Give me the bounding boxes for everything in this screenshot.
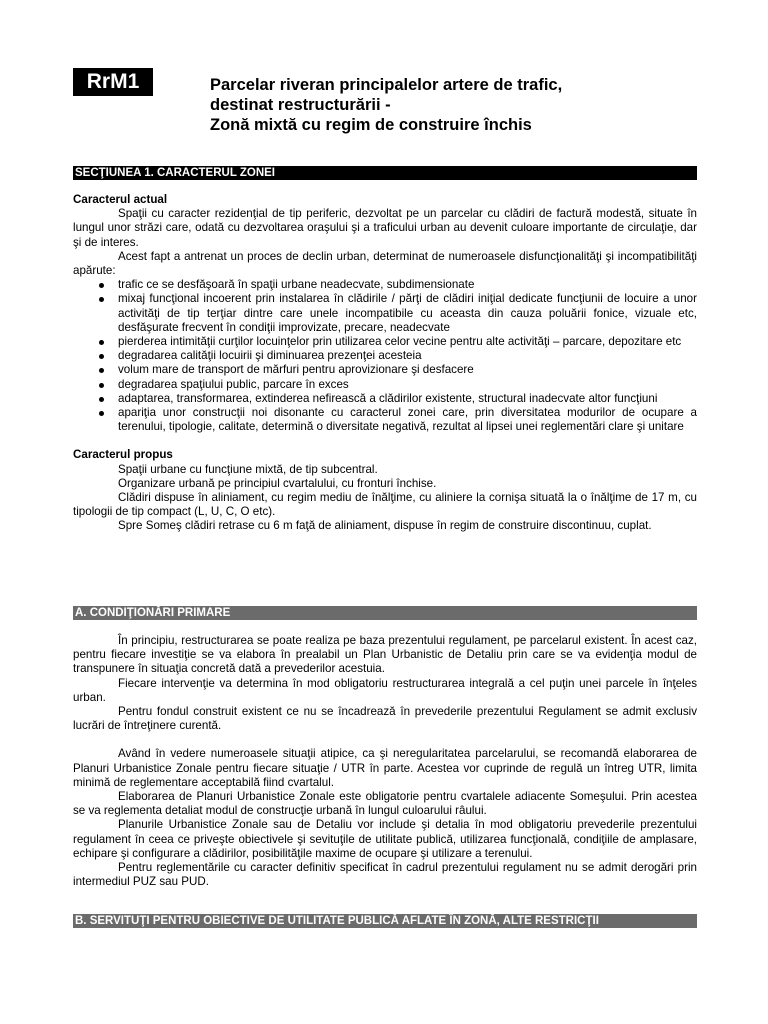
bullet-icon	[99, 340, 104, 345]
list-item	[73, 278, 697, 292]
paragraph: Spre Someş clădiri retrase cu 6 m faţă de aliniament, dispuse în regim de construire discontinuu, cuplat.	[118, 519, 652, 533]
list-item	[73, 335, 697, 349]
issues-list	[73, 278, 697, 434]
paragraph: Având în vedere numeroasele situaţii atipice, ca şi neregularitatea parcelarului, se recomandă elaborarea de Planuri Urbanistice Zonale pentru fiecare situaţie / UTR în parte. Acestea vor cuprinde de regulă un întreg UTR, limita minimă de reglementare acceptabilă fiind cvartalul.	[73, 747, 697, 789]
subheading-proposed: Caracterul propus	[73, 448, 173, 462]
section-heading-a: A. CONDIŢIONĂRI PRIMARE	[73, 606, 697, 620]
bullet-icon	[99, 383, 104, 388]
list-item-text: trafic ce se desfăşoară în spaţii urbane neadecvate, subdimensionate	[118, 278, 475, 292]
bullet-icon	[99, 354, 104, 359]
title-line: Zonă mixtă cu regim de construire închis	[210, 116, 532, 134]
list-item-text: apariţia unor construcţii noi disonante cu caracterul zonei care, prin diversitatea modurilor de ocupare a terenului, tipologie, calitate, determină o diversitate negativă, rezultat al lipsei unei reglementări clare şi unitare	[118, 406, 697, 434]
list-item-text: mixaj funcţional incoerent prin instalarea în clădirile / părţi de clădiri iniţial dedicate funcţiunii de locuire a unor activităţi de tip terţiar dintre care unele incompatibile cu aceasta din cauza poluării fonice, vizuale etc, desfăşurate frecvent în condiţii improvizate, precare, neadecvate	[118, 292, 697, 334]
paragraph: Spaţii cu caracter rezidenţial de tip periferic, dezvoltat pe un parcelar cu clădiri de factură modestă, situate în lungul unor străzi care, odată cu dezvoltarea oraşului şi a traficului urban au devenit culoare importante de circulaţie, dar şi de interes.	[73, 207, 697, 249]
paragraph: Pentru reglementările cu caracter definitiv specificat în cadrul prezentului regulament nu se admit derogări prin intermediul PUZ sau PUD.	[73, 861, 697, 889]
bullet-icon	[99, 368, 104, 373]
paragraph: Clădiri dispuse în aliniament, cu regim mediu de înălţime, cu aliniere la cornişa situată la o înălţime de 17 m, cu tipologii de tip compact (L, U, C, O etc).	[73, 491, 697, 519]
list-item	[73, 363, 697, 377]
list-item-text: volum mare de transport de mărfuri pentru aprovizionare şi desfacere	[118, 363, 474, 377]
paragraph: Elaborarea de Planuri Urbanistice Zonale este obligatorie pentru cvartalele adiacente Someşului. Prin acestea se va reglementa detaliat modul de construcţie urbană în lungul culoarului râului.	[73, 790, 697, 818]
zone-code-badge: RrM1	[73, 68, 153, 96]
section1-content	[73, 193, 697, 534]
paragraph: În principiu, restructurarea se poate realiza pe baza prezentului regulament, pe parcelarul existent. În acest caz, pentru fiecare investiţie se va elabora în prealabil un Plan Urbanistic de Detaliu prin care se va evidenţia modul de transpunere în situaţia concretă dată a prevederilor acestuia.	[73, 634, 697, 676]
list-item	[73, 392, 697, 406]
paragraph: Acest fapt a antrenat un proces de declin urban, determinat de numeroasele disfuncţionalităţi şi incompatibilităţi apărute:	[73, 249, 697, 278]
page-title	[210, 75, 710, 135]
title-line: Parcelar riveran principalelor artere de trafic,	[210, 76, 563, 94]
list-item	[73, 292, 697, 335]
paragraph: Organizare urbană pe principiul cvartalului, cu fronturi închise.	[118, 476, 437, 490]
section-heading-1: SECŢIUNEA 1. CARACTERUL ZONEI	[73, 166, 697, 180]
list-item	[73, 378, 697, 392]
bullet-icon	[99, 397, 104, 402]
paragraph: Spaţii urbane cu funcţiune mixtă, de tip subcentral.	[118, 462, 378, 476]
subheading-current: Caracterul actual	[73, 193, 168, 206]
section-heading-b: B. SERVITUŢI PENTRU OBIECTIVE DE UTILITATE PUBLICĂ AFLATE ÎN ZONĂ, ALTE RESTRICŢII	[73, 914, 697, 928]
sectionA-content	[73, 634, 697, 889]
list-item	[73, 406, 697, 434]
list-item-text: degradarea spaţiului public, parcare în exces	[118, 377, 349, 391]
list-item-text: pierderea intimităţii curţilor locuinţelor prin utilizarea celor vecine pentru alte activităţi – parcare, depozitare etc	[118, 335, 682, 349]
paragraph: Pentru fondul construit existent ce nu se încadrează în prevederile prezentului Regulament se admit exclusiv lucrări de întreţinere curentă.	[73, 705, 697, 733]
bullet-icon	[99, 283, 104, 288]
paragraph: Fiecare intervenţie va determina în mod obligatoriu restructurarea integrală a cel puţin unei parcele în înţeles urban.	[73, 676, 697, 704]
title-line: destinat restructurării -	[210, 96, 391, 114]
list-item-text: adaptarea, transformarea, extinderea nefirească a clădirilor existente, structural inadecvate altor funcţiuni	[118, 391, 658, 405]
list-item-text: degradarea calităţii locuirii şi diminuarea prezenţei acesteia	[118, 349, 422, 363]
list-item	[73, 349, 697, 363]
paragraph: Planurile Urbanistice Zonale sau de Detaliu vor include şi detalia în mod obligatoriu prevederile prezentului regulament în ceea ce priveşte obiectivele şi sevituţile de utilitate publică, utilizarea funcţională, condiţiile de amplasare, echipare şi configurare a clădirilor, posibilităţile maxime de ocupare şi utilizare a terenului.	[73, 818, 697, 860]
bullet-icon	[99, 411, 104, 416]
bullet-icon	[99, 297, 104, 302]
